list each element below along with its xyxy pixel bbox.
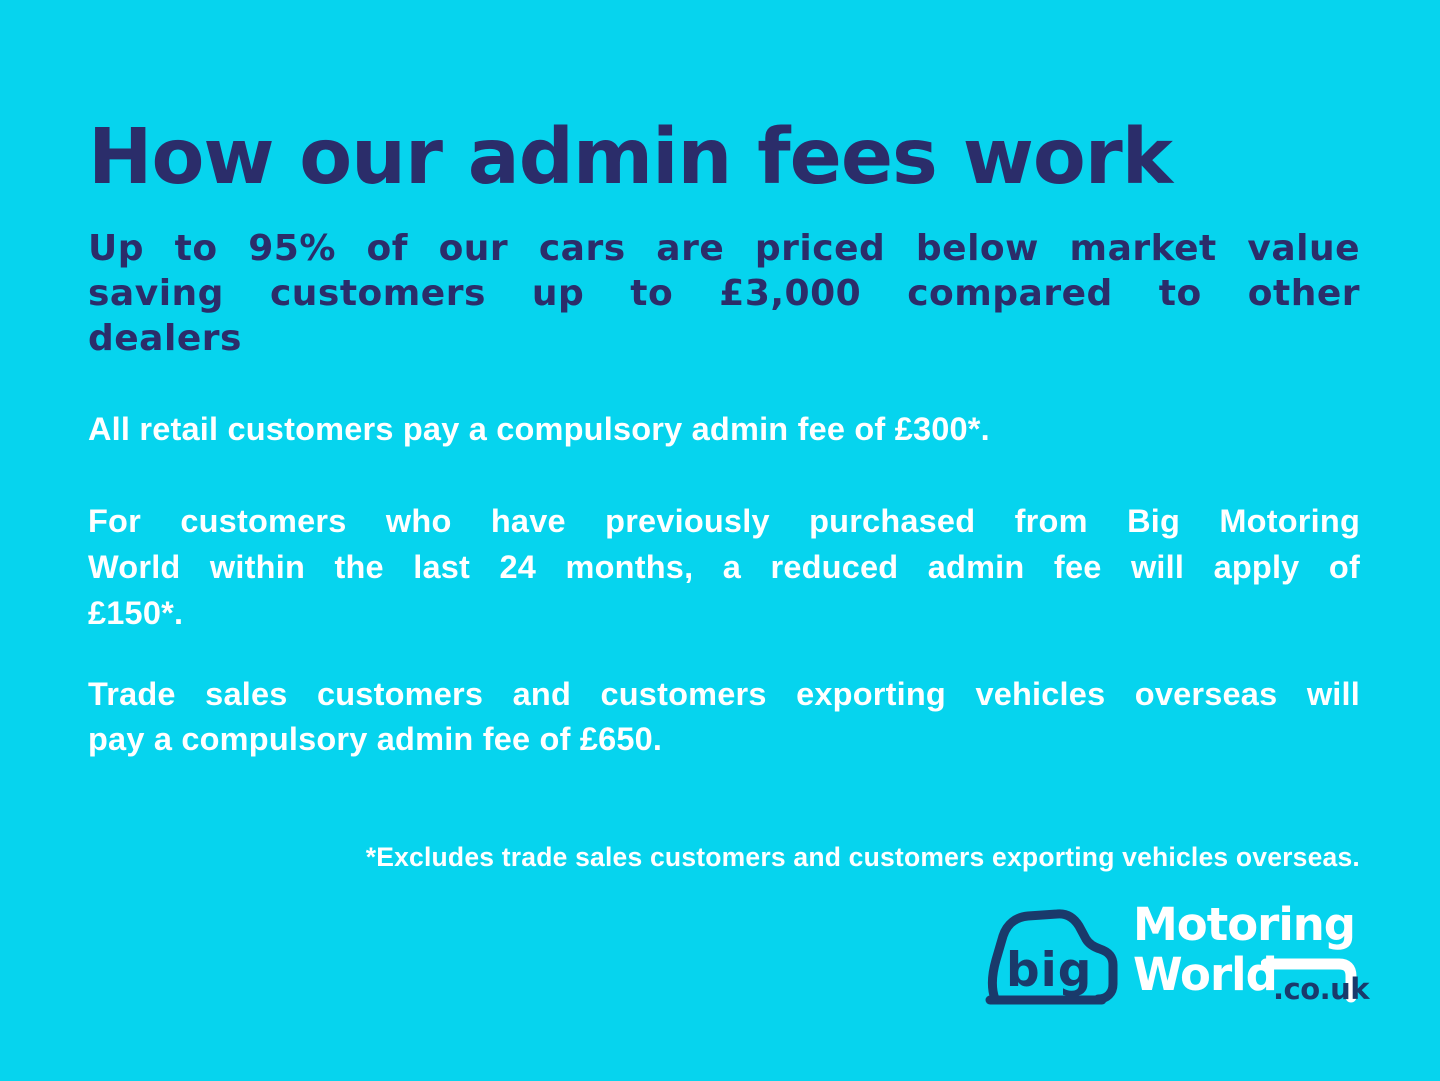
paragraph-line: For customers who have previously purchased from Big Motoring xyxy=(88,503,1360,539)
logo-world-text: World xyxy=(1133,948,1277,1001)
paragraph-line: Trade sales customers and customers exporting vehicles overseas will xyxy=(88,676,1360,712)
retail-fee-paragraph: All retail customers pay a compulsory admin fee of £300*. xyxy=(88,411,990,447)
subtitle xyxy=(88,226,1360,361)
big-motoring-world-logo xyxy=(985,898,1370,1018)
logo-motoring-text: Motoring xyxy=(1133,898,1355,951)
logo-domain-text: .co.uk xyxy=(1273,972,1370,1006)
car-outline-icon xyxy=(985,898,1125,1010)
page-title: How our admin fees work xyxy=(88,113,1172,202)
paragraph-line: pay a compulsory admin fee of £650. xyxy=(88,721,663,757)
subtitle-line: Up to 95% of our cars are priced below market value xyxy=(88,228,1360,269)
returning-customer-fee-paragraph xyxy=(88,498,1360,636)
footnote: *Excludes trade sales customers and customers exporting vehicles overseas. xyxy=(365,842,1360,872)
paragraph-line: World within the last 24 months, a reduced admin fee will apply of xyxy=(88,549,1360,585)
trade-export-fee-paragraph xyxy=(88,672,1360,762)
logo-wordmark xyxy=(1133,898,1370,1013)
subtitle-line: saving customers up to £3,000 compared to other xyxy=(88,273,1360,314)
logo-big-text: big xyxy=(1006,943,1093,998)
paragraph-line: £150*. xyxy=(88,595,184,631)
subtitle-line: dealers xyxy=(88,318,242,359)
